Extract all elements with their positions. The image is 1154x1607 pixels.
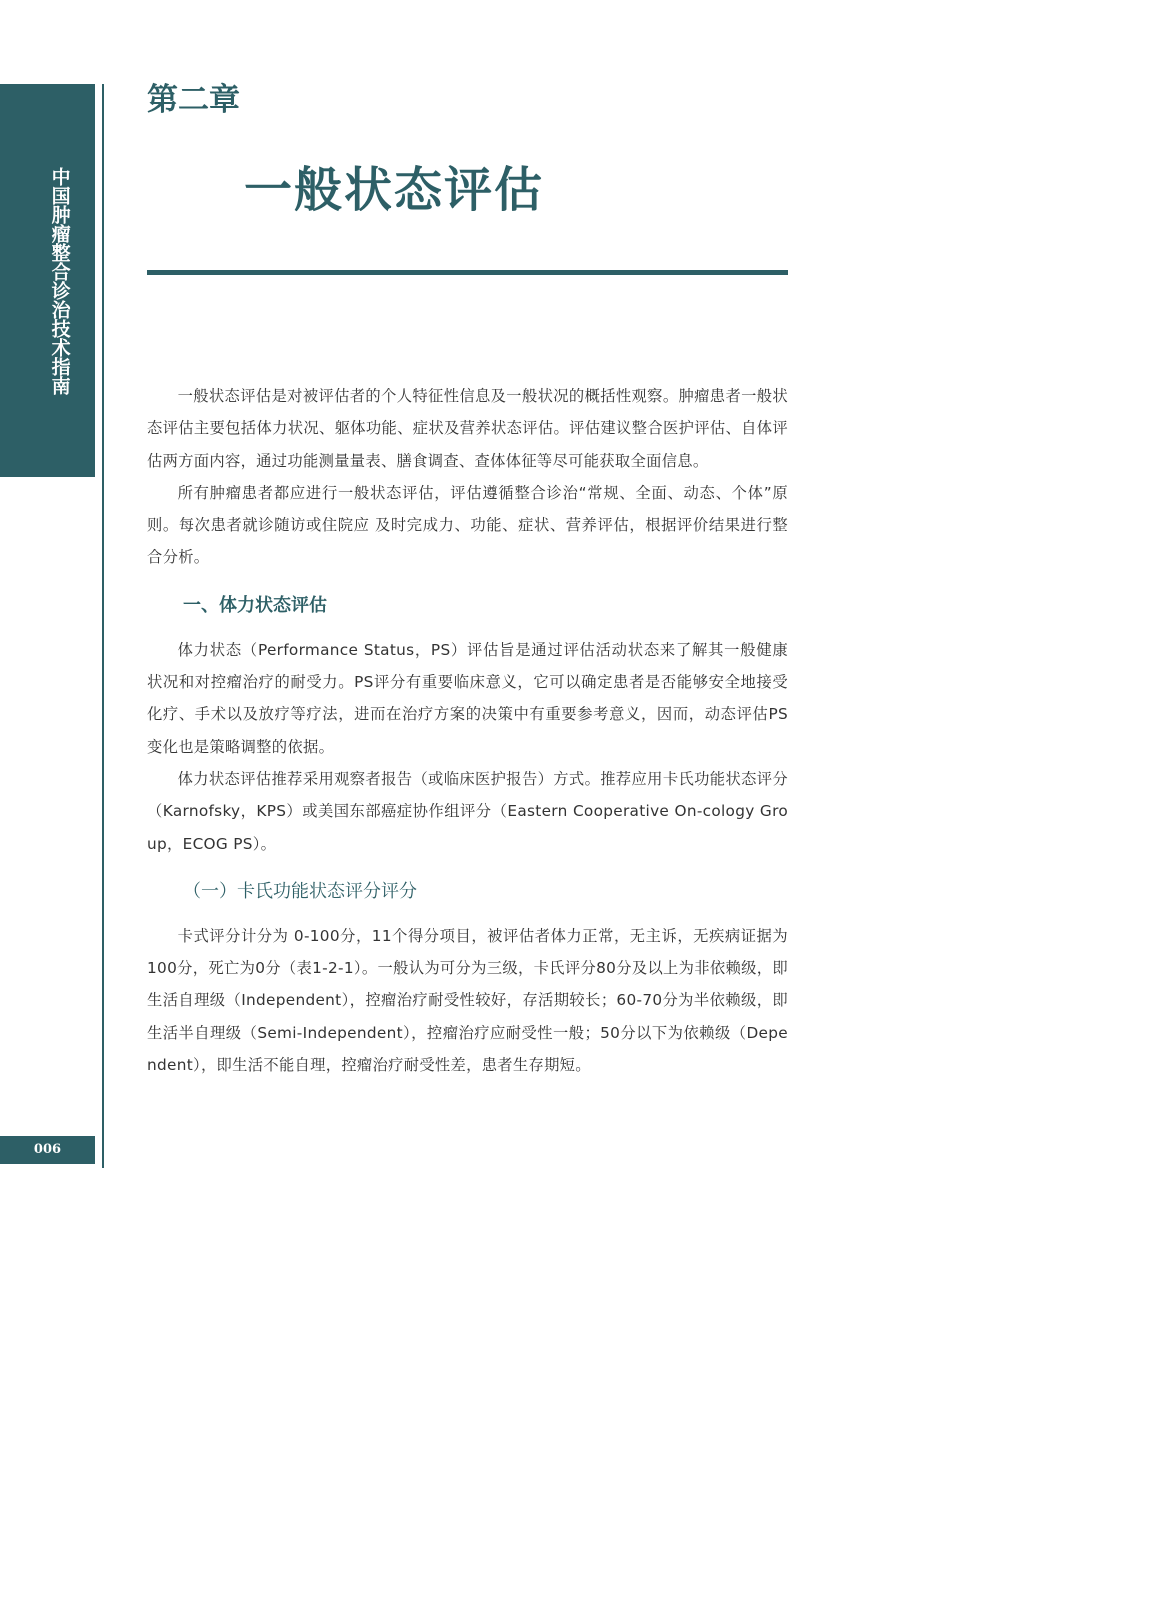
main-content <box>147 380 788 1081</box>
subsection-heading-kps: （一）卡氏功能状态评分评分 <box>183 880 417 902</box>
intro-paragraph-2: 所有肿瘤患者都应进行一般状态评估，评估遵循整合诊治“常规、全面、动态、个体”原则。每次患者就诊随访或住院应 及时完成力、功能、症状、营养评估，根据评价结果进行整合分析。 <box>147 483 788 567</box>
chapter-title: 一般状态评估 <box>244 162 545 218</box>
section1-paragraph-1: 体力状态（Performance Status，PS）评估旨是通过评估活动状态来了解其一般健康状况和对控瘤治疗的耐受力。PS评分有重要临床意义，它可以确定患者是否能够安全地接受化疗、手术以及放疗等疗法，进而在治疗方案的决策中有重要参考意义，因而，动态评估PS变化也是策略调整的依据。 <box>147 640 788 756</box>
sidebar-title-wrap <box>0 116 118 446</box>
subsection1-paragraph-1: 卡式评分计分为 0-100分，11个得分项目，被评估者体力正常，无主诉，无疾病证据为100分，死亡为0分（表1-2-1）。一般认为可分为三级，卡氏评分80分及以上为非依赖级，即生活自理级（Independent），控瘤治疗耐受性较好，存活期较长；60-70分为半依赖级，即生活半自理级（Semi-Independent），控瘤治疗应耐受性一般；50分以下为依赖级（Dependent），即生活不能自理，控瘤治疗耐受性差，患者生存期短。 <box>147 926 788 1075</box>
section1-paragraph-2: 体力状态评估推荐采用观察者报告（或临床医护报告）方式。推荐应用卡氏功能状态评分（Karnofsky，KPS）或美国东部癌症协作组评分（Eastern Cooperative On-cology Group，ECOG PS）。 <box>147 769 788 853</box>
chapter-label: 第二章 <box>147 82 240 118</box>
sidebar-rule <box>102 84 104 1168</box>
section-heading-performance-status: 一、体力状态评估 <box>183 594 327 616</box>
book-title: 中国肿瘤整合诊治技术指南 <box>48 167 71 395</box>
page-number: 006 <box>0 1136 95 1164</box>
intro-paragraph-1: 一般状态评估是对被评估者的个人特征性信息及一般状况的概括性观察。肿瘤患者一般状态评估主要包括体力状况、躯体功能、症状及营养状态评估。评估建议整合医护评估、自体评估两方面内容，通过功能测量量表、膳食调查、查体体征等尽可能获取全面信息。 <box>147 387 788 470</box>
title-divider <box>147 270 788 275</box>
